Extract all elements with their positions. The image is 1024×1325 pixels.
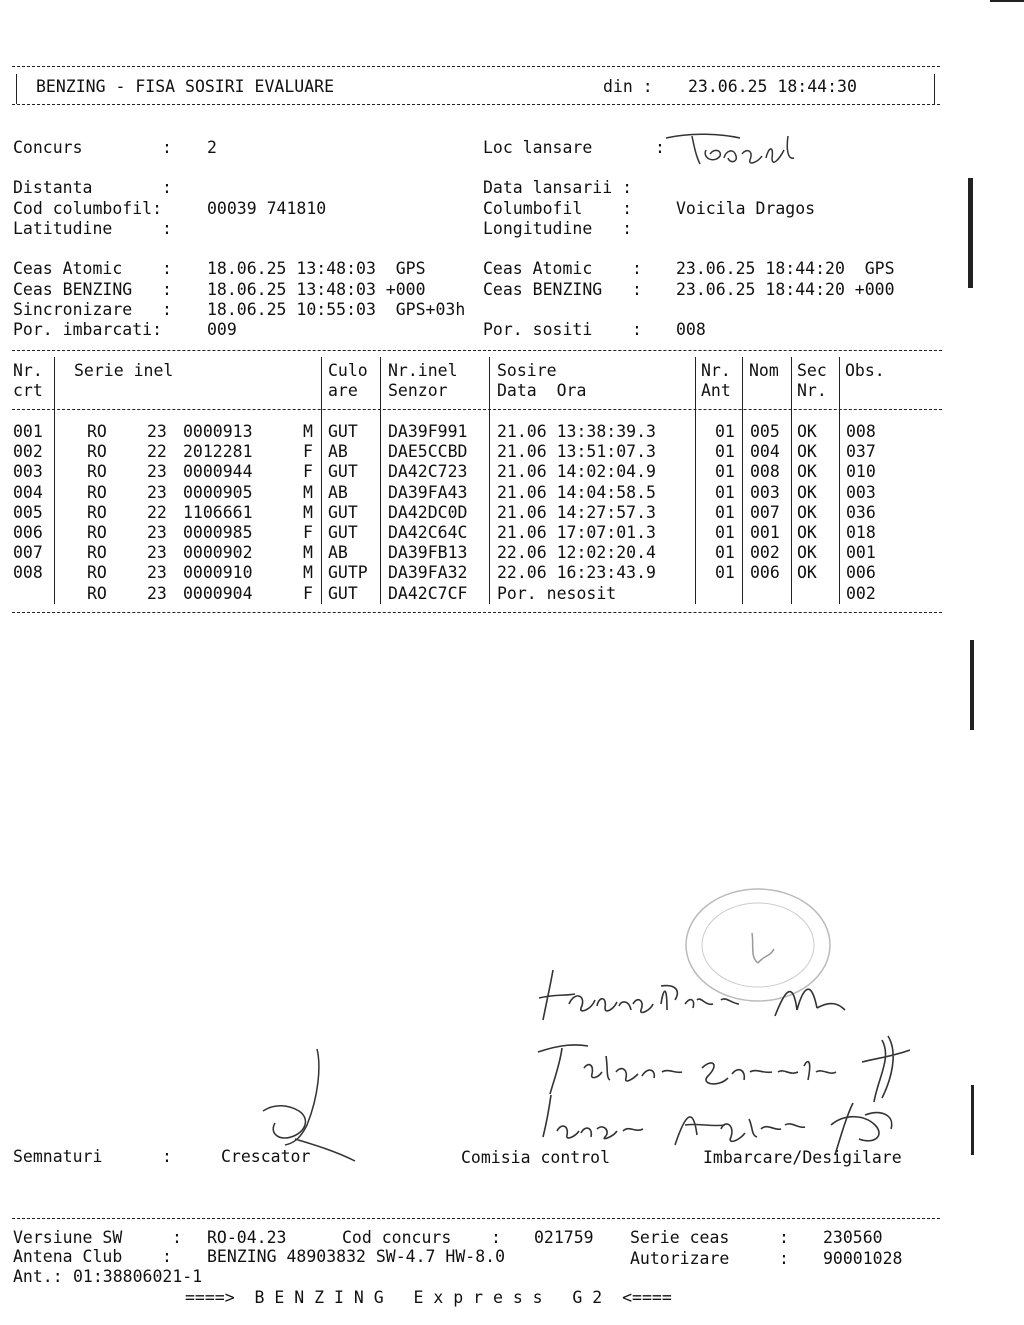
header-top-rule (12, 66, 940, 67)
cell-an: 23 (147, 422, 167, 441)
cell-sosire: 21.06 14:04:58.5 (497, 482, 656, 502)
th-nr-ant-2: Ant (701, 381, 731, 400)
semnaturi-label: Semnaturi : (13, 1147, 172, 1166)
cod-concurs-label: Cod concurs : (342, 1228, 501, 1247)
por-imbarcati-value: 009 (207, 320, 237, 339)
col-sep (321, 357, 322, 604)
handwritten-loc-lansare (662, 128, 802, 174)
cod-columbofil-value: 00039 741810 (207, 199, 327, 218)
cell-ant: 01 (715, 482, 735, 502)
th-sec-1: Sec (797, 361, 827, 380)
cell-sec: OK (797, 502, 817, 522)
cell-nom: 003 (750, 482, 780, 502)
cell-serie: 0000904 (183, 583, 253, 603)
cell-an: 23 (147, 482, 167, 502)
cell-obs: 010 (846, 462, 876, 482)
scan-edge-mark (990, 0, 1024, 2)
cell-sosire: 22.06 12:02:20.4 (497, 543, 656, 563)
cell-nr: 008 (13, 563, 43, 583)
ant-value: 01:38806021-1 (73, 1267, 203, 1286)
cell-tara: RO (87, 583, 107, 603)
cell-senzor: DA39FA32 (388, 563, 468, 583)
cell-ant: 01 (715, 543, 735, 563)
th-data-ora: Data Ora (497, 381, 587, 400)
cell-ant: 01 (715, 462, 735, 482)
col-sep (791, 357, 792, 604)
cell-sex: M (303, 482, 313, 502)
ceas-benzing-lansare-label: Ceas BENZING : (13, 280, 172, 299)
cell-senzor: DA39F991 (388, 422, 468, 441)
versiune-sw-value: RO-04.23 (207, 1228, 287, 1247)
signature-hadarasi (535, 960, 855, 1030)
cell-senzor: DA39FA43 (388, 482, 468, 502)
autorizare-label: Autorizare : (630, 1249, 789, 1268)
serie-ceas-label: Serie ceas : (630, 1228, 789, 1247)
th-senzor: Senzor (388, 381, 448, 400)
comisia-control-label: Comisia control (461, 1148, 611, 1167)
cell-sex: M (303, 422, 313, 441)
th-nr: Nr. (13, 361, 43, 380)
cell-nr: 004 (13, 482, 43, 502)
ceas-benzing-lansare-value: 18.06.25 13:48:03 +000 (207, 280, 426, 299)
cell-nom: 007 (750, 502, 780, 522)
cell-sosire: Por. nesosit (497, 583, 617, 603)
cell-culoare: GUTP (328, 563, 368, 583)
date-label: din : (603, 77, 653, 96)
sincronizare-label: Sincronizare : (13, 300, 172, 319)
cell-culoare: GUT (328, 462, 358, 482)
cell-an: 23 (147, 563, 167, 583)
table-top-rule (12, 350, 942, 351)
cell-senzor: DAE5CCBD (388, 442, 468, 462)
scan-edge-mark (970, 640, 974, 730)
concurs-label: Concurs : (13, 138, 172, 157)
cell-culoare: AB (328, 482, 348, 502)
cell-sosire: 21.06 14:02:04.9 (497, 462, 656, 482)
antena-club-value: BENZING 48903832 SW-4.7 HW-8.0 (207, 1247, 506, 1266)
cell-senzor: DA42C723 (388, 462, 468, 482)
scan-edge-mark (968, 178, 973, 288)
col-sep (742, 357, 743, 604)
col-sep (489, 357, 490, 604)
cell-ant: 01 (715, 563, 735, 583)
loc-lansare-label: Loc lansare (483, 138, 593, 157)
ceas-atomic-sosire-value: 23.06.25 18:44:20 GPS (676, 259, 895, 278)
sincronizare-value: 18.06.25 10:55:03 GPS+03h (207, 300, 466, 319)
cell-obs: 008 (846, 422, 876, 441)
serie-ceas-value: 230560 (823, 1228, 883, 1247)
cell-serie: 2012281 (183, 442, 253, 462)
cod-columbofil-label: Cod columbofil: (13, 199, 163, 218)
cell-culoare: AB (328, 442, 348, 462)
concurs-value: 2 (207, 138, 217, 157)
cell-ant: 01 (715, 502, 735, 522)
th-crt: crt (13, 381, 43, 400)
table-header-rule (12, 409, 942, 410)
cell-sosire: 21.06 17:07:01.3 (497, 523, 656, 542)
ceas-benzing-sosire-value: 23.06.25 18:44:20 +000 (676, 280, 895, 299)
cell-nom: 008 (750, 462, 780, 482)
longitudine-label: Longitudine : (483, 219, 633, 238)
ceas-atomic-lansare-value: 18.06.25 13:48:03 GPS (207, 259, 426, 278)
cell-an: 23 (147, 543, 167, 563)
cell-tara: RO (87, 502, 107, 522)
cell-an: 23 (147, 523, 167, 542)
col-sep (839, 357, 840, 604)
cell-sex: F (303, 442, 313, 462)
cell-serie: 0000985 (183, 523, 253, 542)
imbarcare-desigilare-label: Imbarcare/Desigilare (703, 1148, 902, 1167)
cell-an: 22 (147, 502, 167, 522)
th-nr-ant-1: Nr. (701, 361, 731, 380)
cell-sosire: 21.06 14:27:57.3 (497, 502, 656, 522)
cell-nr: 007 (13, 543, 43, 563)
cell-serie: 0000913 (183, 422, 253, 441)
cell-culoare: GUT (328, 583, 358, 603)
columbofil-value: Voicila Dragos (676, 199, 816, 218)
scan-edge-mark (971, 1085, 974, 1155)
cell-obs: 037 (846, 442, 876, 462)
ant-label: Ant.: (13, 1267, 63, 1286)
th-nom: Nom (749, 361, 779, 380)
cell-sec: OK (797, 523, 817, 542)
cell-nr: 006 (13, 523, 43, 542)
cell-sec: OK (797, 462, 817, 482)
th-serie-inel: Serie inel (74, 361, 174, 380)
cell-culoare: AB (328, 543, 348, 563)
th-culoare-1: Culo (328, 361, 368, 380)
header-datetime: 23.06.25 18:44:30 (688, 77, 857, 96)
th-sosire: Sosire (497, 361, 557, 380)
col-sep (380, 357, 381, 604)
cell-nr: 002 (13, 442, 43, 462)
cell-tara: RO (87, 543, 107, 563)
cell-nom: 005 (750, 422, 780, 441)
cell-serie: 0000905 (183, 482, 253, 502)
cell-sex: M (303, 543, 313, 563)
page-title: BENZING - FISA SOSIRI EVALUARE (36, 77, 335, 96)
cell-tara: RO (87, 563, 107, 583)
ceas-benzing-sosire-label: Ceas BENZING : (483, 280, 642, 299)
cell-sec: OK (797, 422, 817, 441)
table-bottom-rule (12, 612, 942, 613)
cell-sex: F (303, 583, 313, 603)
cell-tara: RO (87, 523, 107, 542)
th-culoare-2: are (328, 381, 358, 400)
ceas-atomic-lansare-label: Ceas Atomic : (13, 259, 172, 278)
cell-nom: 002 (750, 543, 780, 563)
cell-tara: RO (87, 442, 107, 462)
header-bottom-rule (12, 104, 940, 105)
cell-sec: OK (797, 442, 817, 462)
cell-sex: F (303, 462, 313, 482)
cell-nom: 001 (750, 523, 780, 542)
cell-obs: 001 (846, 543, 876, 563)
por-sositi-label: Por. sositi : (483, 320, 642, 339)
cell-senzor: DA42DC0D (388, 502, 468, 522)
cell-senzor: DA42C7CF (388, 583, 468, 603)
cell-sosire: 21.06 13:51:07.3 (497, 442, 656, 462)
data-lansarii-label: Data lansarii : (483, 178, 633, 197)
cell-serie: 1106661 (183, 502, 253, 522)
cell-nr: 005 (13, 502, 43, 522)
cell-culoare: GUT (328, 502, 358, 522)
col-sep (695, 357, 696, 604)
benzing-express-brand: ====> B E N Z I N G E x p r e s s G 2 <==== (185, 1288, 672, 1307)
cell-tara: RO (87, 482, 107, 502)
cod-concurs-value: 021759 (534, 1228, 594, 1247)
cell-tara: RO (87, 422, 107, 441)
cell-ant: 01 (715, 523, 735, 542)
cell-sex: M (303, 563, 313, 583)
por-imbarcati-label: Por. imbarcati: (13, 320, 163, 339)
columbofil-label: Columbofil : (483, 199, 633, 218)
cell-senzor: DA42C64C (388, 523, 468, 542)
cell-an: 22 (147, 442, 167, 462)
cell-sec: OK (797, 563, 817, 583)
cell-ant: 01 (715, 422, 735, 441)
th-sec-2: Nr. (797, 381, 827, 400)
cell-nr: 001 (13, 422, 43, 441)
footer-rule (12, 1218, 940, 1219)
col-sep (54, 357, 55, 604)
versiune-sw-label: Versiune SW : (13, 1228, 182, 1247)
distanta-label: Distanta : (13, 178, 172, 197)
ceas-atomic-sosire-label: Ceas Atomic : (483, 259, 642, 278)
cell-sex: M (303, 502, 313, 522)
cell-culoare: GUT (328, 422, 358, 441)
cell-sec: OK (797, 482, 817, 502)
cell-sec: OK (797, 543, 817, 563)
cell-culoare: GUT (328, 523, 358, 542)
th-obs: Obs. (845, 361, 885, 380)
cell-an: 23 (147, 462, 167, 482)
cell-serie: 0000944 (183, 462, 253, 482)
cell-obs: 036 (846, 502, 876, 522)
th-nr-inel: Nr.inel (388, 361, 458, 380)
cell-ant: 01 (715, 442, 735, 462)
cell-obs: 006 (846, 563, 876, 583)
latitudine-label: Latitudine : (13, 219, 172, 238)
cell-an: 23 (147, 583, 167, 603)
cell-serie: 0000902 (183, 543, 253, 563)
cell-nr: 003 (13, 462, 43, 482)
cell-obs: 003 (846, 482, 876, 502)
autorizare-value: 90001028 (823, 1249, 903, 1268)
cell-sosire: 22.06 16:23:43.9 (497, 563, 656, 583)
cell-nom: 006 (750, 563, 780, 583)
por-sositi-value: 008 (676, 320, 706, 339)
header-right-border (934, 74, 935, 104)
cell-obs: 002 (846, 583, 876, 603)
cell-sosire: 21.06 13:38:39.3 (497, 422, 656, 441)
cell-obs: 018 (846, 523, 876, 542)
cell-senzor: DA39FB13 (388, 543, 468, 563)
cell-sex: F (303, 523, 313, 542)
cell-serie: 0000910 (183, 563, 253, 583)
cell-nom: 004 (750, 442, 780, 462)
cell-tara: RO (87, 462, 107, 482)
crescator-label: Crescator (221, 1147, 311, 1166)
antena-club-label: Antena Club : (13, 1247, 172, 1266)
header-left-border (16, 74, 17, 104)
loc-lansare-colon: : (655, 138, 665, 157)
